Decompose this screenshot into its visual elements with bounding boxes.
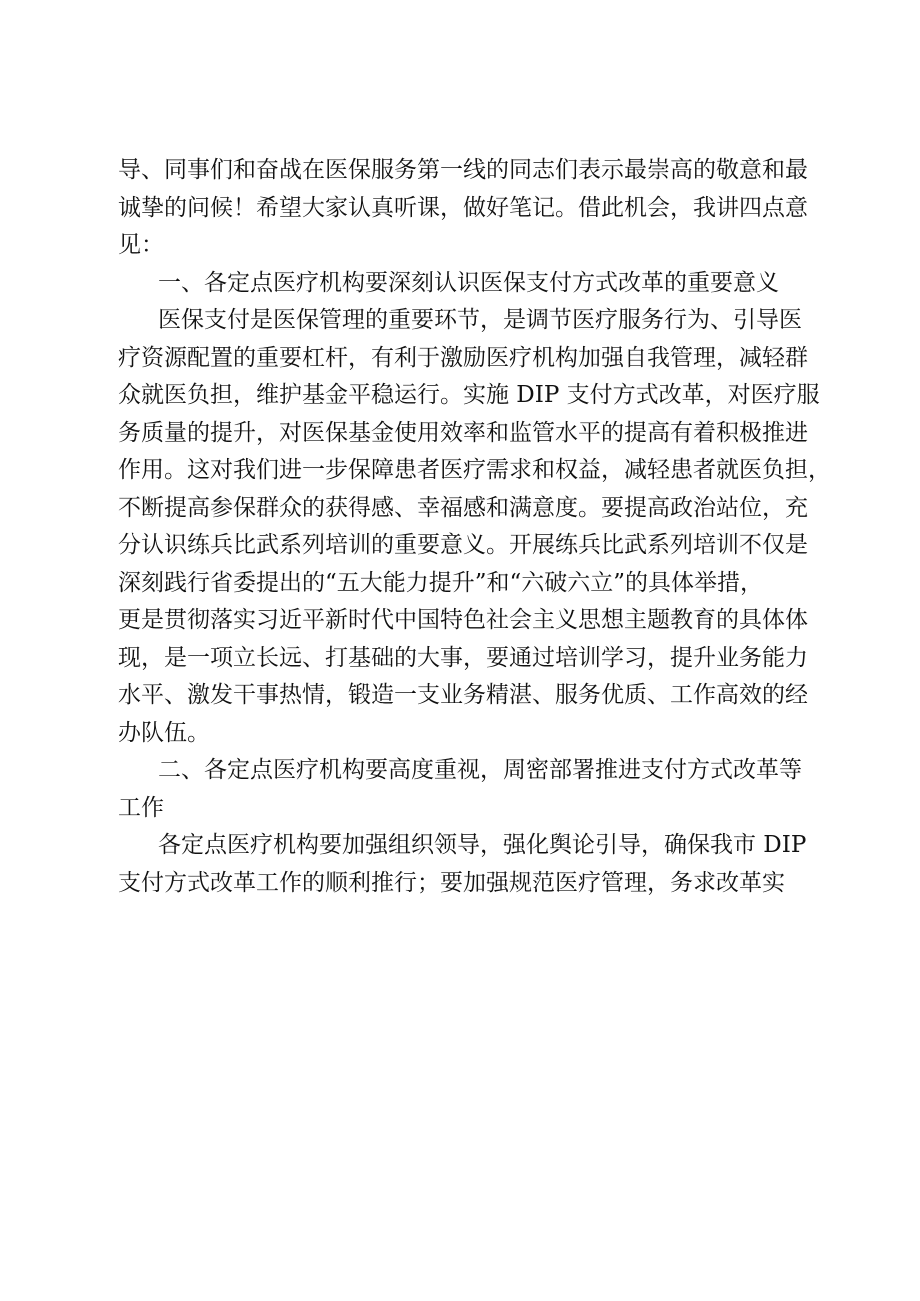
text-line: 众就医负担，维护基金平稳运行。实施 DIP 支付方式改革，对医疗服 [118, 382, 820, 408]
paragraph-body-2 [118, 827, 808, 902]
text-line: 深刻践行省委提出的“五大能力提升”和“六破六立”的具体举措， [118, 569, 764, 596]
text-line: 办队伍。 [118, 719, 210, 746]
text-line: 支付方式改革工作的顺利推行；要加强规范医疗管理，务求改革实 [118, 869, 785, 896]
text-line: 作用。这对我们进一步保障患者医疗需求和权益，减轻患者就医负担， [118, 457, 831, 483]
text-line: 分认识练兵比武系列培训的重要意义。开展练兵比武系列培训不仅是 [118, 532, 808, 558]
section-heading-1 [118, 265, 808, 303]
text-line: 导、同事们和奋战在医保服务第一线的同志们表示最崇高的敬意和最 [118, 157, 808, 183]
text-line: 不断提高参保群众的获得感、幸福感和满意度。要提高政治站位，充 [118, 494, 808, 521]
text-line: 诚挚的问候！希望大家认真听课，做好笔记。借此机会，我讲四点意 [118, 194, 808, 221]
heading-line: 二、各定点医疗机构要高度重视，周密部署推进支付方式改革等 [158, 757, 802, 783]
text-line: 各定点医疗机构要加强组织领导，强化舆论引导，确保我市 DIP [158, 832, 807, 858]
text-line: 见： [118, 232, 164, 258]
text-line: 疗资源配置的重要杠杆，有利于激励医疗机构加强自我管理，减轻群 [118, 344, 808, 371]
text-line: 医保支付是医保管理的重要环节，是调节医疗服务行为、引导医 [158, 307, 802, 333]
paragraph-body-1 [118, 302, 831, 752]
heading-line: 一、各定点医疗机构要深刻认识医保支付方式改革的重要意义 [158, 269, 779, 296]
text-line: 现，是一项立长远、打基础的大事，要通过培训学习，提升业务能力 [118, 644, 808, 671]
section-heading-2 [118, 752, 808, 827]
paragraph-intro-continued [118, 152, 808, 265]
text-line: 务质量的提升，对医保基金使用效率和监管水平的提高有着积极推进 [118, 419, 808, 446]
text-line: 更是贯彻落实习近平新时代中国特色社会主义思想主题教育的具体体 [118, 607, 808, 633]
text-line: 水平、激发干事热情，锻造一支业务精湛、服务优质、工作高效的经 [118, 682, 808, 708]
document-body [118, 152, 831, 902]
heading-line: 工作 [118, 794, 164, 821]
